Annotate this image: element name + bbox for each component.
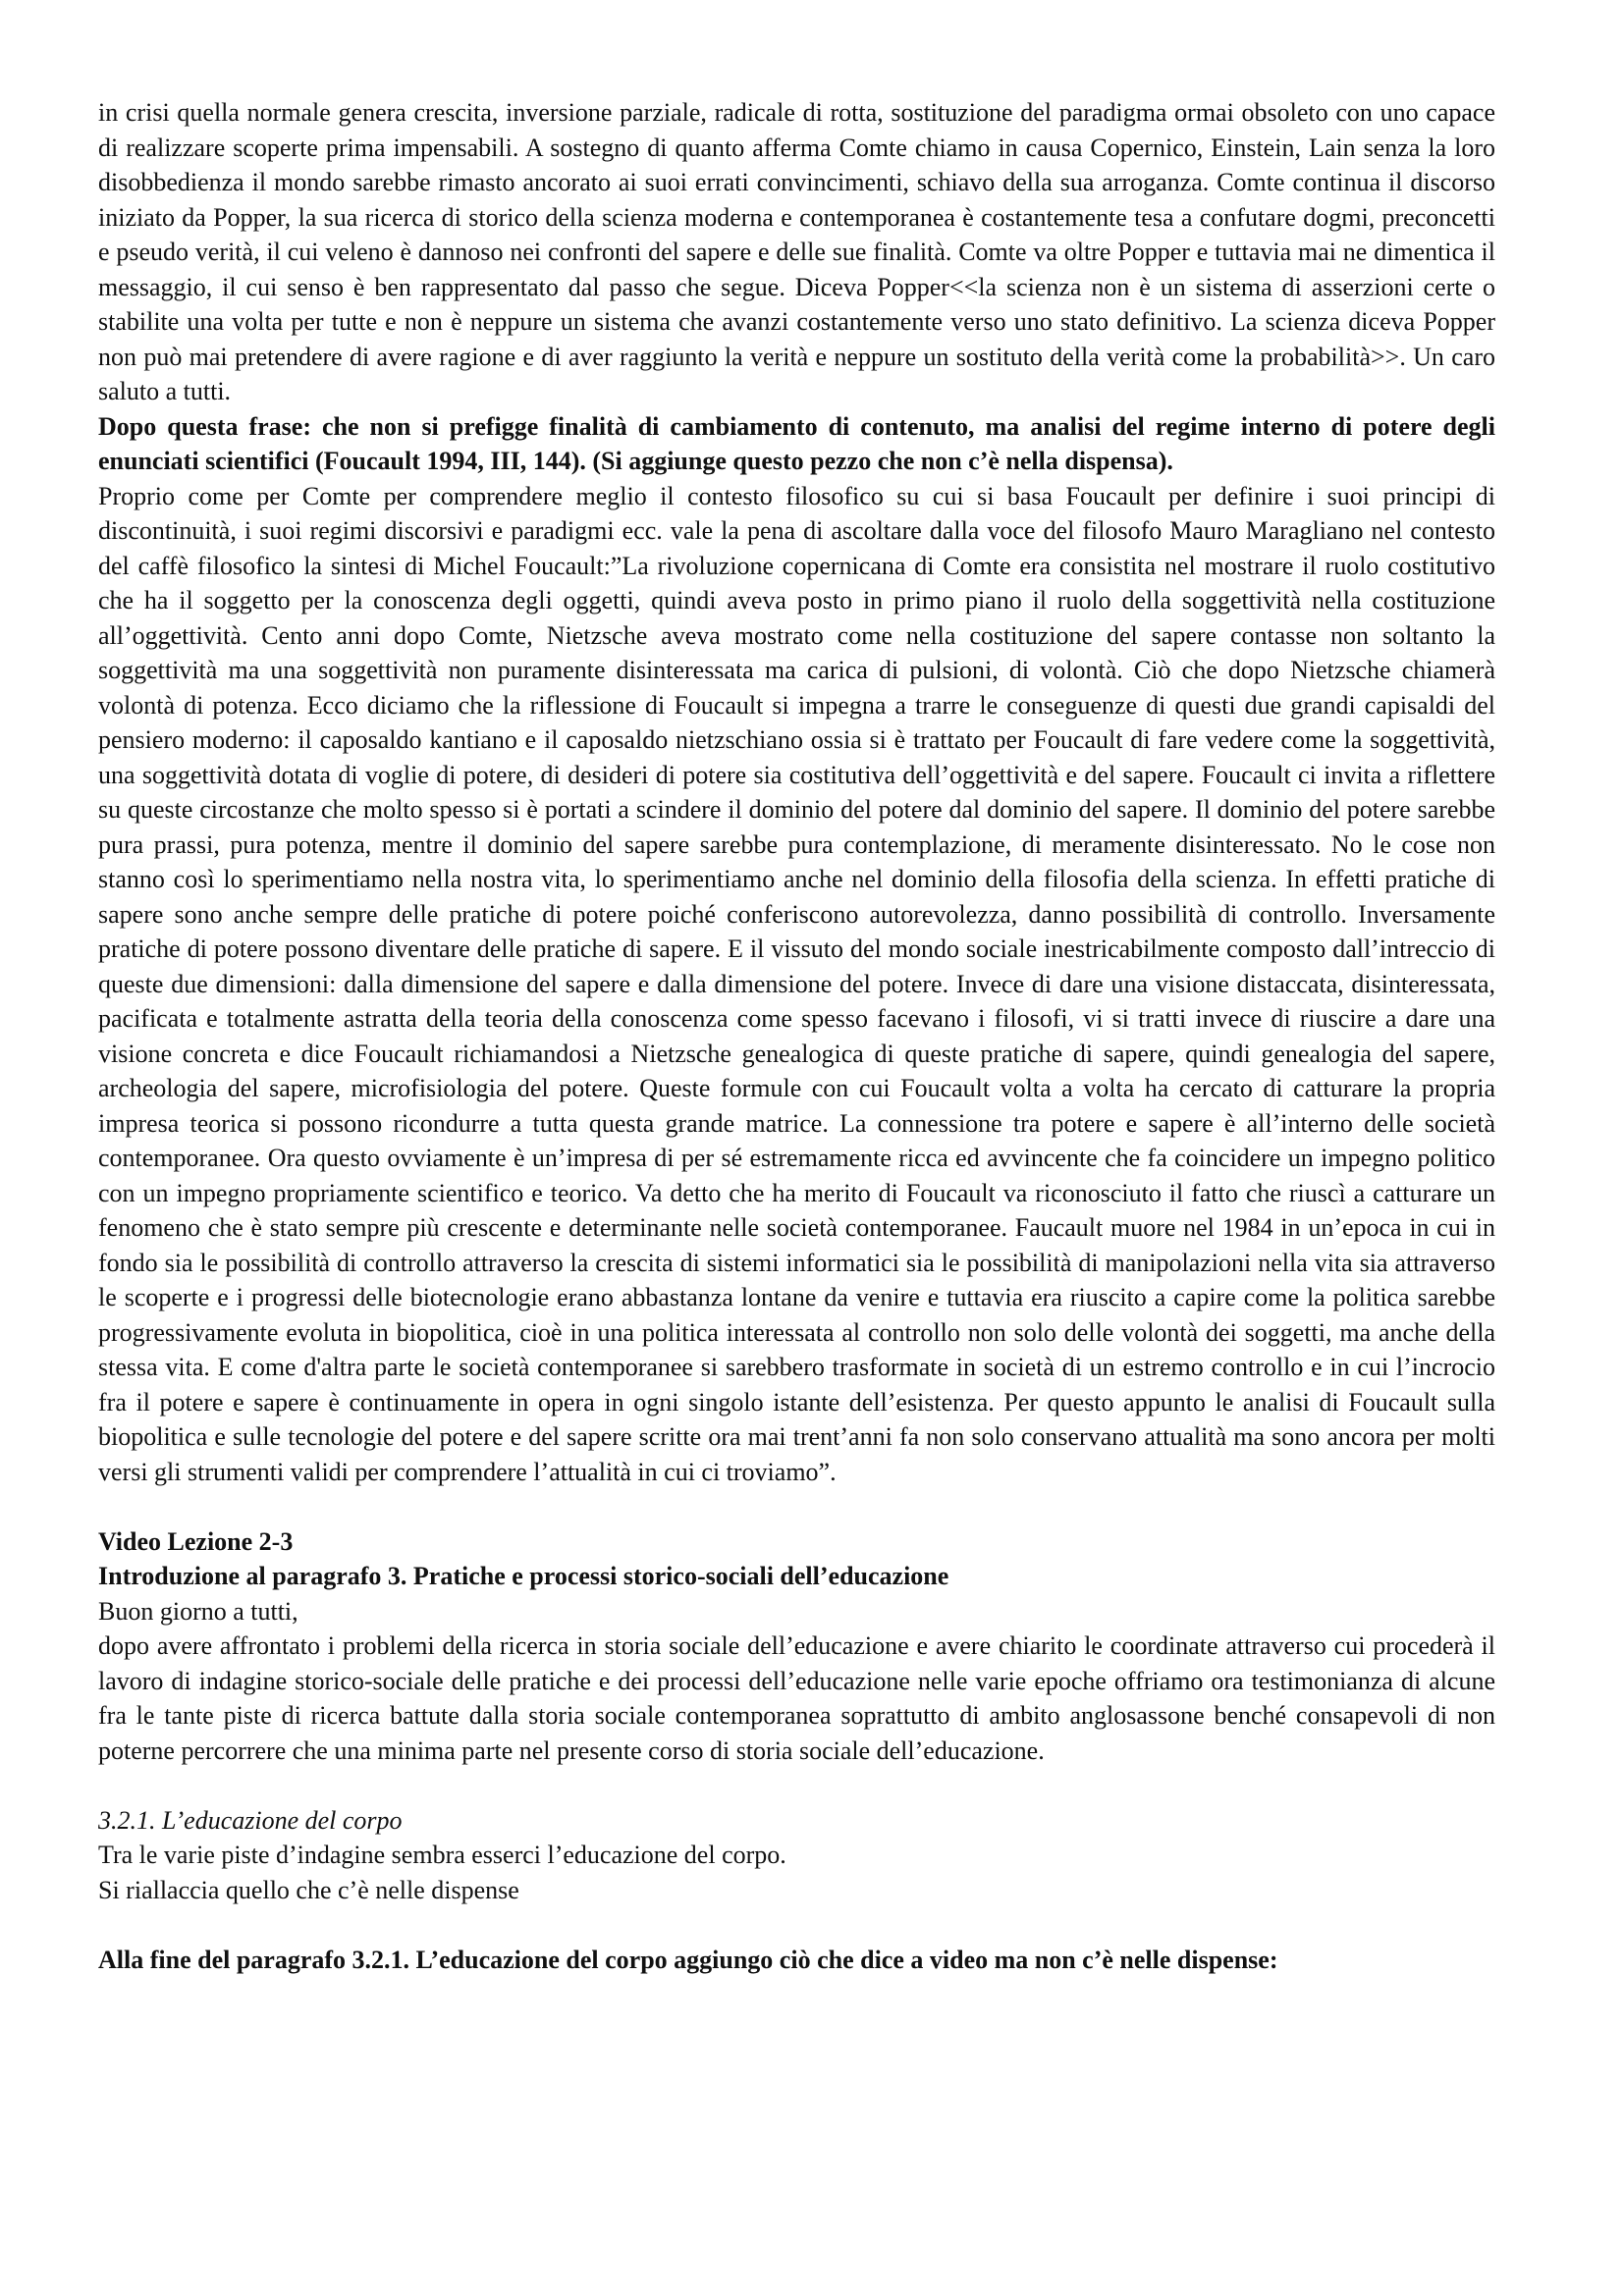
video-lesson-title: Video Lezione 2-3 — [98, 1526, 294, 1556]
paragraph-final-note: Alla fine del paragrafo 3.2.1. L’educazione del corpo aggiungo ciò che dice a video ma non c’è nelle dispense: — [98, 1945, 1278, 1974]
paragraph-note-bold: Dopo questa frase: che non si prefigge finalità di cambiamento di contenuto, ma analisi del regime interno di potere degli enunciati scientifici (Foucault 1994, III, 144). (Si aggiunge questo pezzo che non c’è nella dispensa). — [98, 411, 1495, 475]
intro-heading: Introduzione al paragrafo 3. Pratiche e processi storico-sociali dell’educazione — [98, 1562, 949, 1590]
paragraph-popper-comte: in crisi quella normale genera crescita, inversione parziale, radicale di rotta, sostituzione del paradigma ormai obsoleto con uno capace di realizzare scoperte prima impensabili. A sostegno di quanto afferma Comte chiamo in causa Copernico, Einstein, Lain senza la loro disobbedienza il mondo sarebbe rimasto ancorato ai suoi errati convincimenti, schiavo della sua arroganza. Comte continua il discorso iniziato da Popper, la sua ricerca di storico della scienza moderna e contemporanea è costantemente tesa a confutare dogmi, preconcetti e pseudo verità, il cui veleno è dannoso nei confronti del sapere e delle sue finalità. Comte va oltre Popper e tuttavia mai ne dimentica il messaggio, il cui senso è ben rappresentato dal passo che segue. Diceva Popper<<la scienza non è un sistema di asserzioni certe o stabilite una volta per tutte e non è neppure un sistema che avanzi costantemente verso uno stato definitivo. La scienza diceva Popper non può mai pretendere di avere ragione e di aver raggiunto la verità e neppure un sostituto della verità come la probabilità>>. Un caro saluto a tutti. — [98, 98, 1495, 405]
section-heading: 3.2.1. L’educazione del corpo — [98, 1805, 403, 1835]
paragraph-body-education: Tra le varie piste d’indagine sembra esserci l’educazione del corpo. — [98, 1841, 786, 1869]
paragraph-dispense: Si riallaccia quello che c’è nelle dispense — [98, 1875, 519, 1904]
paragraph-intro: dopo avere affrontato i problemi della ricerca in storia sociale dell’educazione e avere chiarito le coordinate attraverso cui procederà il lavoro di indagine storico-sociale delle pratiche e dei processi dell’educazione nelle varie epoche offriamo ora testimonianza di alcune fra le tante piste di ricerca battute dalla storia sociale contemporanea soprattutto di ambito anglosassone benché consapevoli di non poterne percorrere che una minima parte nel presente corso di storia sociale dell’educazione. — [98, 1631, 1495, 1765]
paragraph-foucault: Proprio come per Comte per comprendere meglio il contesto filosofico su cui si basa Foucault per definire i suoi principi di discontinuità, i suoi regimi discorsivi e paradigmi ecc. vale la pena di ascoltare dalla voce del filosofo Mauro Maragliano nel contesto del caffè filosofico la sintesi di Michel Foucault:”La rivoluzione copernicana di Comte era consistita nel mostrare il ruolo costitutivo che ha il soggetto per la conoscenza degli oggetti, quindi aveva posto in primo piano il ruolo della soggettività nella costituzione all’oggettività. Cento anni dopo Comte, Nietzsche aveva mostrato come nella costituzione del sapere contasse non soltanto la soggettività ma una soggettività non puramente disinteressata ma carica di pulsioni, di volontà. Ciò che dopo Nietzsche chiamerà volontà di potenza. Ecco diciamo che la riflessione di Foucault si impegna a trarre le conseguenze di questi due grandi capisaldi del pensiero moderno: il caposaldo kantiano e il caposaldo nietzschiano ossia si è trattato per Foucault di fare vedere come la soggettività, una soggettività dotata di voglie di potere, di desideri di potere sia costitutiva dell’oggettività e del sapere. Foucault ci invita a riflettere su queste circostanze che molto spesso si è portati a scindere il dominio del potere dal dominio del sapere. Il dominio del potere sarebbe pura prassi, pura potenza, mentre il dominio del sapere sarebbe pura contemplazione, di meramente disinteressato. No le cose non stanno così lo sperimentiamo nella nostra vita, lo sperimentiamo anche nel dominio della filosofia della scienza. In effetti pratiche di sapere sono anche sempre delle pratiche di potere poiché conferiscono autorevolezza, danno possibilità di controllo. Inversamente pratiche di potere possono diventare delle pratiche di sapere. E il vissuto del mondo sociale inestricabilmente composto dall’intreccio di queste due dimensioni: dalla dimensione del sapere e dalla dimensione del potere. Invece di dare una visione distaccata, disinteressata, pacificata e totalmente astratta della teoria della conoscenza come spesso facevano i filosofi, vi si tratti invece di riuscire a dare una visione concreta e dice Foucault richiamandosi a Nietzsche genealogica di queste pratiche di sapere, quindi genealogia del sapere, archeologia del sapere, microfisiologia del potere. Queste formule con cui Foucault volta a volta ha cercato di catturare la propria impresa teorica si possono ricondurre a tutta questa grande matrice. La connessione tra potere e sapere è all’interno delle società contemporanee. Ora questo ovviamente è un’impresa di per sé estremamente ricca ed avvincente che fa coincidere un impegno politico con un impegno propriamente scientifico e teorico. Va detto che ha merito di Foucault va riconosciuto il fatto che riuscì a catturare un fenomeno che è stato sempre più crescente e determinante nelle società contemporanee. Faucault muore nel 1984 in un’epoca in cui in fondo sia le possibilità di controllo attraverso la crescita di sistemi informatici sia le possibilità di manipolazioni nella vita sia attraverso le scoperte e i progressi delle biotecnologie erano abbastanza lontane da venire e tuttavia era riuscito a capire come la politica sarebbe progressivamente evoluta in biopolitica, cioè in una politica interessata al controllo non solo delle volontà dei soggetti, ma anche della stessa vita. E come d'altra parte le società contemporanee si sarebbero trasformate in società di un estremo controllo e in cui l’incrocio fra il potere e sapere è continuamente in opera in ogni singolo istante dell’esistenza. Per questo appunto le analisi di Foucault sulla biopolitica e sulle tecnologie del potere e del sapere scritte ora mai trent’anni fa non solo conservano attualità ma sono ancora per molti versi gli strumenti validi per comprendere l’attualità in cui ci troviamo”. — [98, 481, 1495, 1486]
spacer — [98, 1489, 1495, 1524]
spacer — [98, 1768, 1495, 1803]
greeting: Buon giorno a tutti, — [98, 1596, 298, 1626]
document-page — [98, 95, 1495, 1977]
spacer — [98, 1907, 1495, 1943]
